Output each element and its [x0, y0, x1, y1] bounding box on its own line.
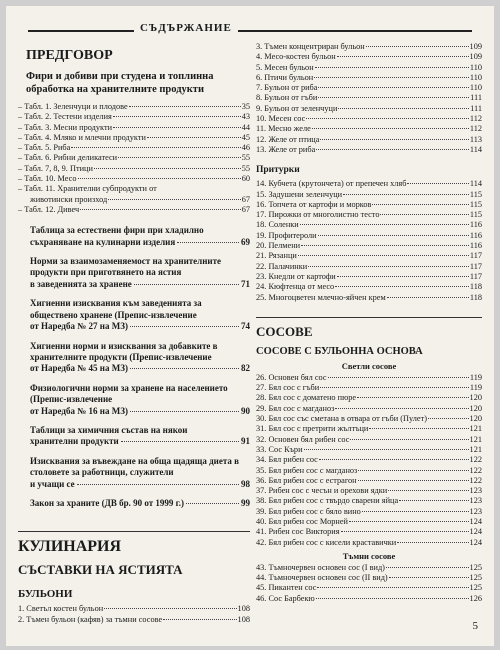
toc-entry-title: 34. Бял рибен сос	[256, 455, 318, 465]
toc-entry-page: 117	[469, 261, 482, 271]
toc-entry-page: 123	[469, 506, 482, 516]
toc-entry-page: 112	[469, 124, 482, 134]
toc-entry-title: 31. Бял сос с претрити жълтъци	[256, 424, 369, 434]
toc-entry[interactable]	[256, 104, 482, 114]
tamni-heading[interactable]: Тъмни сосове	[342, 550, 396, 561]
toc-entry-page: 115	[469, 210, 482, 220]
book-page	[6, 6, 494, 646]
toc-entry-page: 114	[469, 179, 482, 189]
toc-entry[interactable]	[256, 73, 482, 83]
toc-entry[interactable]	[18, 153, 250, 163]
toc-entry-title: 38. Бял рибен сос с твърдо сварени яйца	[256, 496, 399, 506]
toc-entry-page: 60	[241, 174, 250, 184]
toc-entry-title: 45. Пикантен сос	[256, 583, 317, 593]
toc-entry[interactable]	[256, 179, 482, 189]
toc-entry[interactable]	[256, 114, 482, 124]
toc-entry-page: 67	[241, 204, 250, 214]
toc-entry-page: 117	[469, 251, 482, 261]
toc-entry-title: – Табл. 11. Хранителни субпродукти от	[18, 184, 157, 194]
toc-entry-title: – Табл. 1. Зеленчуци и плодове	[18, 102, 128, 111]
section-divider	[18, 531, 250, 532]
leader-dots	[335, 408, 468, 409]
pritarki-heading[interactable]: Притурки	[256, 165, 300, 176]
toc-entry-title: – Табл. 6. Рибни деликатеси	[18, 153, 118, 163]
toc-entry[interactable]	[256, 496, 482, 506]
toc-entry-page: 113	[469, 134, 482, 144]
predgovor-heading[interactable]: ПРЕДГОВОР	[26, 48, 113, 63]
leader-dots	[308, 266, 469, 267]
toc-entry[interactable]	[18, 174, 250, 184]
toc-section-title-end: от Наредба № 45 на МЗ)	[30, 363, 128, 374]
leader-dots	[388, 490, 468, 491]
toc-entry[interactable]	[256, 414, 482, 424]
toc-entry-page: 109	[469, 42, 482, 51]
header-rule	[28, 30, 472, 32]
toc-entry-title: 10. Месен сос	[256, 114, 306, 124]
toc-entry-page: 67	[241, 194, 250, 204]
leader-dots	[386, 567, 469, 568]
toc-entry-title: 29. Бял сос с магданоз	[256, 403, 335, 413]
toc-entry-page: 109	[469, 52, 482, 62]
toc-entry-page: 118	[469, 282, 482, 292]
leader-dots	[163, 619, 236, 620]
toc-entry[interactable]	[256, 52, 482, 62]
toc-entry-title: 21. Рязанци	[256, 251, 297, 261]
leader-dots	[387, 297, 469, 298]
leader-dots	[315, 67, 469, 68]
bulioni-heading[interactable]: БУЛЬОНИ	[18, 588, 73, 601]
toc-entry-title: 35. Бял рибен сос с магданоз	[256, 465, 358, 475]
toc-entry-page: 44	[241, 122, 250, 132]
toc-entry-title: 19. Профитероли	[256, 230, 317, 240]
toc-entry-title: 3. Тъмен концентриран бульон	[256, 42, 365, 51]
leader-dots	[407, 183, 468, 184]
toc-entry[interactable]	[18, 102, 250, 112]
kulinaria-heading[interactable]: КУЛИНАРИЯ	[18, 538, 122, 556]
leader-dots	[129, 106, 241, 107]
toc-section-page: 69	[241, 236, 250, 247]
toc-entry-page: 114	[469, 144, 482, 154]
toc-entry[interactable]	[256, 393, 482, 403]
sastavki-heading[interactable]: СЪСТАВКИ НА ЯСТИЯТА	[18, 562, 183, 578]
leader-dots	[369, 428, 468, 429]
leader-dots	[335, 286, 469, 287]
toc-entry[interactable]	[256, 466, 482, 476]
sosove-bulion-heading[interactable]: СОСОВЕ С БУЛЬОННА ОСНОВА	[256, 345, 423, 357]
leader-dots	[316, 149, 469, 150]
toc-section-title-end: съхраняване на кулинарни изделия	[30, 236, 176, 247]
pritarki-list	[256, 179, 482, 303]
toc-entry-page: 121	[469, 424, 482, 434]
toc-entry-page: 116	[469, 241, 482, 251]
toc-entry[interactable]	[18, 615, 250, 625]
toc-section-entry[interactable]	[30, 425, 250, 448]
toc-entry[interactable]	[256, 486, 482, 496]
toc-entry[interactable]	[256, 145, 482, 155]
toc-entry-title: 9. Бульон от зеленчуци	[256, 103, 338, 113]
toc-entry[interactable]	[256, 190, 482, 200]
toc-entry[interactable]	[256, 124, 482, 134]
leader-dots	[134, 284, 239, 285]
toc-section-title-end: в заведенията за хранене	[30, 278, 132, 289]
toc-entry-page: 55	[241, 163, 250, 173]
toc-entry-title: 2. Тъмен бульон (кафяв) за тъмни сосове	[18, 614, 163, 624]
toc-entry[interactable]	[256, 282, 482, 292]
toc-entry-page: 55	[241, 153, 250, 163]
leader-dots	[337, 56, 469, 57]
bulion-list	[18, 604, 250, 625]
toc-entry[interactable]	[256, 63, 482, 73]
toc-entry-title: 42. Бял рибен сос с кисели краставички	[256, 537, 397, 547]
leader-dots	[177, 242, 239, 243]
toc-entry-page: 125	[469, 562, 482, 572]
leader-dots	[300, 224, 469, 225]
leader-dots	[71, 147, 240, 148]
toc-section-page: 99	[241, 497, 250, 508]
toc-entry-title: 40. Бял рибен сос Морней	[256, 516, 348, 526]
toc-entry-title: 20. Пелмени	[256, 241, 301, 251]
toc-entry-title: 25. Многоцветен млечно-яйчен крем	[256, 292, 386, 302]
toc-entry-page: 122	[469, 465, 482, 475]
toc-entry[interactable]	[18, 143, 250, 153]
toc-section-entry[interactable]	[30, 383, 250, 417]
leader-dots	[312, 128, 469, 129]
leader-dots	[113, 116, 241, 117]
toc-section-title: Изисквания за въвеждане на обща щадяща диета в столовете за работници, служители	[30, 455, 239, 478]
toc-entry[interactable]	[256, 262, 482, 272]
leader-dots	[362, 511, 469, 512]
toc-entry[interactable]	[256, 220, 482, 230]
toc-entry-page: 122	[469, 455, 482, 465]
toc-section-entry[interactable]	[30, 256, 250, 290]
toc-entry[interactable]	[256, 383, 482, 393]
toc-entry-title: 39. Бял рибен сос с бяло вино	[256, 506, 361, 516]
toc-entry-page: 123	[469, 496, 482, 506]
toc-section-title-end: Закон за храните (ДВ бр. 90 от 1999 г.)	[30, 497, 184, 508]
toc-entry-title: 16. Топчета от картофи и морков	[256, 199, 372, 209]
leader-dots	[397, 542, 468, 543]
leader-dots	[318, 87, 468, 88]
leader-dots	[113, 127, 241, 128]
toc-entry-title: – Табл. 5. Риба	[18, 143, 71, 153]
leader-dots	[389, 577, 469, 578]
toc-entry-title: 46. Сос Барбекю	[256, 593, 315, 603]
toc-entry-page: 125	[469, 573, 482, 583]
toc-entry[interactable]	[256, 573, 482, 583]
leader-dots	[306, 118, 469, 119]
toc-entry-page: 108	[237, 604, 250, 614]
toc-entry-page: 116	[469, 230, 482, 240]
leader-dots	[304, 449, 469, 450]
leader-dots	[357, 397, 468, 398]
toc-section-title: Норми за взаимозаменяемост на хранителните продукти при приготвянето на ястия	[30, 256, 222, 278]
leader-dots	[314, 77, 469, 78]
toc-entry[interactable]	[256, 583, 482, 593]
leader-dots	[318, 235, 469, 236]
toc-entry-page: 120	[469, 403, 482, 413]
losses-group-title[interactable]: Фири и добиви при студена и топлинна обработка на хранителните продукти	[26, 71, 214, 95]
toc-entry[interactable]	[256, 507, 482, 517]
toc-section-entry[interactable]	[30, 225, 250, 248]
toc-section-page: 71	[241, 278, 250, 289]
toc-entry-page: 119	[469, 383, 482, 393]
leader-dots	[108, 199, 240, 200]
toc-entry-title: 13. Желе от риба	[256, 144, 316, 154]
leader-dots	[77, 484, 239, 485]
toc-section-title: Таблици за химичния състав на някои	[30, 424, 188, 435]
toc-entry[interactable]	[256, 272, 482, 282]
toc-entry[interactable]	[256, 538, 482, 548]
toc-entry-title: 18. Соленки	[256, 220, 299, 230]
section-divider	[256, 317, 482, 318]
toc-section-title-end: и учащи се	[30, 478, 75, 489]
sosove-heading[interactable]: СОСОВЕ	[256, 323, 313, 339]
toc-entry-page: 121	[469, 444, 482, 454]
toc-entry-title: 12. Желе от птица	[256, 134, 320, 144]
toc-entry-title: 11. Месно желе	[256, 124, 311, 134]
leader-dots	[118, 157, 241, 158]
toc-section-title: Физиологични норми за хранене на населението (Препис-извлечение	[30, 382, 228, 405]
toc-section-page: 74	[241, 321, 250, 332]
leader-dots	[130, 368, 239, 369]
toc-entry-title: 15. Задушени зеленчуци	[256, 189, 343, 199]
toc-entry-page: 35	[241, 102, 250, 111]
toc-section-entry[interactable]	[30, 298, 250, 332]
toc-entry-page: 124	[469, 516, 482, 526]
leader-dots	[350, 439, 468, 440]
page-number: 5	[472, 620, 478, 632]
toc-entry-page: 124	[469, 527, 482, 537]
toc-section-title-end: от Наредба № 16 на МЗ)	[30, 405, 128, 416]
page-header-title: СЪДЪРЖАНИЕ	[134, 22, 238, 34]
toc-entry-title: 37. Рибен сос с чесън и орехови ядки	[256, 486, 388, 496]
toc-section-entry[interactable]	[30, 456, 250, 490]
toc-entry[interactable]	[256, 83, 482, 93]
leader-dots	[341, 531, 469, 532]
toc-section-entry[interactable]	[30, 498, 250, 509]
svetli-list	[256, 373, 482, 548]
toc-entry-title: 4. Месо-костен бульон	[256, 52, 336, 62]
toc-entry-page: 125	[469, 583, 482, 593]
leader-dots	[318, 97, 469, 98]
toc-entry[interactable]	[256, 424, 482, 434]
toc-entry-title: 8. Бульон от гъби	[256, 93, 318, 103]
toc-entry-page: 118	[469, 292, 482, 302]
toc-entry[interactable]	[256, 373, 482, 383]
toc-section-page: 82	[241, 363, 250, 374]
toc-entry-title: 17. Пирожки от многолистно тесто	[256, 210, 380, 220]
leader-dots	[94, 168, 241, 169]
toc-entry[interactable]	[18, 604, 250, 614]
toc-entry-title: – Табл. 3. Месни продукти	[18, 122, 113, 132]
toc-entry-page: 119	[469, 372, 482, 382]
leader-dots	[358, 480, 469, 481]
leader-dots	[428, 418, 469, 419]
leader-dots	[186, 503, 239, 504]
leader-dots	[320, 139, 468, 140]
toc-entry[interactable]	[256, 241, 482, 251]
toc-entry-page: 122	[469, 475, 482, 485]
toc-entry-page: 43	[241, 112, 250, 122]
leader-dots	[319, 459, 469, 460]
toc-entry-page: 111	[470, 93, 482, 103]
toc-entry-title: 36. Бял рибен сос с естрагон	[256, 475, 357, 485]
toc-entry[interactable]	[256, 231, 482, 241]
toc-entry-title: 33. Сос Къри	[256, 444, 303, 454]
leader-dots	[104, 608, 236, 609]
toc-entry-title: 6. Птичи бульон	[256, 72, 314, 82]
leader-dots	[316, 598, 469, 599]
toc-entry[interactable]	[256, 594, 482, 604]
toc-entry[interactable]	[18, 164, 250, 174]
toc-entry-page: 115	[469, 189, 482, 199]
toc-entry-page: 120	[469, 393, 482, 403]
toc-entry-page: 120	[469, 414, 482, 424]
leader-dots	[372, 204, 468, 205]
toc-entry[interactable]	[256, 251, 482, 261]
toc-entry-title: 28. Бял сос с доматено пюре	[256, 393, 357, 403]
leader-dots	[338, 108, 469, 109]
toc-section-title-end: от Наредба № 27 на МЗ)	[30, 321, 128, 332]
leader-dots	[80, 209, 241, 210]
toc-entry[interactable]	[256, 527, 482, 537]
toc-entry-title: 14. Кубчета (крутончета) от препечен хляб	[256, 179, 407, 189]
toc-entry[interactable]	[256, 93, 482, 103]
toc-section-entry[interactable]	[30, 341, 250, 375]
toc-entry-title: 5. Месен бульон	[256, 62, 314, 72]
toc-entry[interactable]	[18, 123, 250, 133]
toc-entry-page: 110	[469, 62, 482, 72]
svetli-heading[interactable]: Светли сосове	[341, 360, 397, 371]
toc-entry-title: 27. Бял сос с гъби	[256, 383, 320, 393]
toc-entry-title: 44. Тъмночервен основен сос (II вид)	[256, 573, 388, 583]
toc-entry-title: 23. Кнедли от картофи	[256, 271, 336, 281]
leader-dots	[337, 276, 469, 277]
toc-entry[interactable]	[18, 112, 250, 122]
leader-dots	[380, 214, 468, 215]
toc-entry-title: – Табл. 2. Тестени изделия	[18, 112, 112, 122]
toc-entry-page: 123	[469, 486, 482, 496]
toc-entry[interactable]	[256, 517, 482, 527]
leader-dots	[349, 521, 469, 522]
toc-section-title: Таблица за естествени фири при хладилно	[30, 225, 204, 236]
toc-entry-page: 46	[241, 143, 250, 153]
toc-entry[interactable]	[256, 435, 482, 445]
tamni-list	[256, 563, 482, 604]
left-column	[18, 38, 250, 625]
toc-entry-page: 45	[241, 132, 250, 142]
leader-dots	[399, 500, 468, 501]
toc-entry[interactable]	[18, 205, 250, 215]
toc-entry-title: – Табл. 7, 8, 9. Птици	[18, 163, 93, 173]
toc-entry[interactable]	[256, 135, 482, 145]
toc-entry-page: 117	[469, 271, 482, 281]
toc-entry-title: 30. Бял сос със сметана в отвара от гъби (Пулет)	[256, 414, 427, 424]
bulion-list-continued	[256, 42, 482, 155]
leader-dots	[301, 245, 469, 246]
leader-dots	[320, 387, 469, 388]
leader-dots	[328, 377, 469, 378]
toc-entry-title: – Табл. 4. Мляко и млечни продукти	[18, 132, 146, 142]
toc-entry-page: 110	[469, 72, 482, 82]
toc-entry[interactable]	[256, 210, 482, 220]
toc-entry-title: 41. Рибен сос Виктория	[256, 527, 340, 537]
leader-dots	[78, 178, 241, 179]
toc-entry-page: 126	[469, 593, 482, 603]
toc-entry[interactable]	[256, 476, 482, 486]
toc-entry-title: – Табл. 10. Месо	[18, 174, 77, 184]
toc-entry-title: 32. Основен бял рибен сос	[256, 434, 350, 444]
toc-section-title-end: хранителни продукти	[30, 436, 119, 447]
toc-entry-title: 22. Палачинки	[256, 261, 308, 271]
leader-dots	[317, 587, 468, 588]
leader-dots	[147, 137, 241, 138]
toc-entry-page: 112	[469, 114, 482, 124]
leader-dots	[366, 46, 469, 47]
tables-list	[18, 102, 250, 215]
toc-entry[interactable]	[256, 563, 482, 573]
sections-list	[18, 225, 250, 509]
toc-entry[interactable]	[256, 293, 482, 303]
toc-entry-title: животински произход	[30, 194, 108, 204]
toc-section-page: 90	[241, 405, 250, 416]
toc-section-title: Хигиенни изисквания към заведенията за обществено хранене (Препис-извлечение	[30, 298, 202, 320]
toc-section-title: Хигиенни норми и изисквания за добавките в хранителните продукти (Препис-извлечение	[30, 340, 218, 362]
toc-entry-title: 1. Светъл костен бульон	[18, 604, 104, 614]
toc-entry-page: 124	[469, 537, 482, 547]
leader-dots	[130, 326, 239, 327]
toc-entry-page: 111	[470, 103, 482, 113]
toc-entry[interactable]	[18, 195, 250, 205]
leader-dots	[343, 194, 469, 195]
toc-entry[interactable]	[18, 133, 250, 143]
toc-entry-title: 24. Кюфтенца от месо	[256, 282, 335, 292]
leader-dots	[121, 441, 239, 442]
toc-entry[interactable]	[256, 200, 482, 210]
toc-entry-title: – Табл. 12. Дивеч	[18, 204, 80, 214]
toc-entry-title: 43. Тъмночервен основен сос (I вид)	[256, 562, 385, 572]
toc-entry-page: 108	[237, 614, 250, 624]
toc-entry-title: 26. Основен бял сос	[256, 372, 327, 382]
toc-entry-page: 110	[469, 83, 482, 93]
toc-entry[interactable]	[256, 42, 482, 52]
leader-dots	[298, 255, 469, 256]
toc-section-page: 98	[241, 478, 250, 489]
toc-section-page: 91	[241, 436, 250, 447]
leader-dots	[130, 411, 239, 412]
leader-dots	[358, 470, 468, 471]
toc-entry-page: 116	[469, 220, 482, 230]
toc-entry[interactable]	[256, 455, 482, 465]
toc-entry-page: 121	[469, 434, 482, 444]
toc-entry[interactable]	[256, 445, 482, 455]
toc-entry[interactable]	[256, 404, 482, 414]
right-column	[256, 42, 482, 604]
toc-entry-page: 115	[469, 199, 482, 209]
toc-entry-title: 7. Бульон от риба	[256, 83, 318, 93]
toc-entry[interactable]	[18, 184, 250, 194]
